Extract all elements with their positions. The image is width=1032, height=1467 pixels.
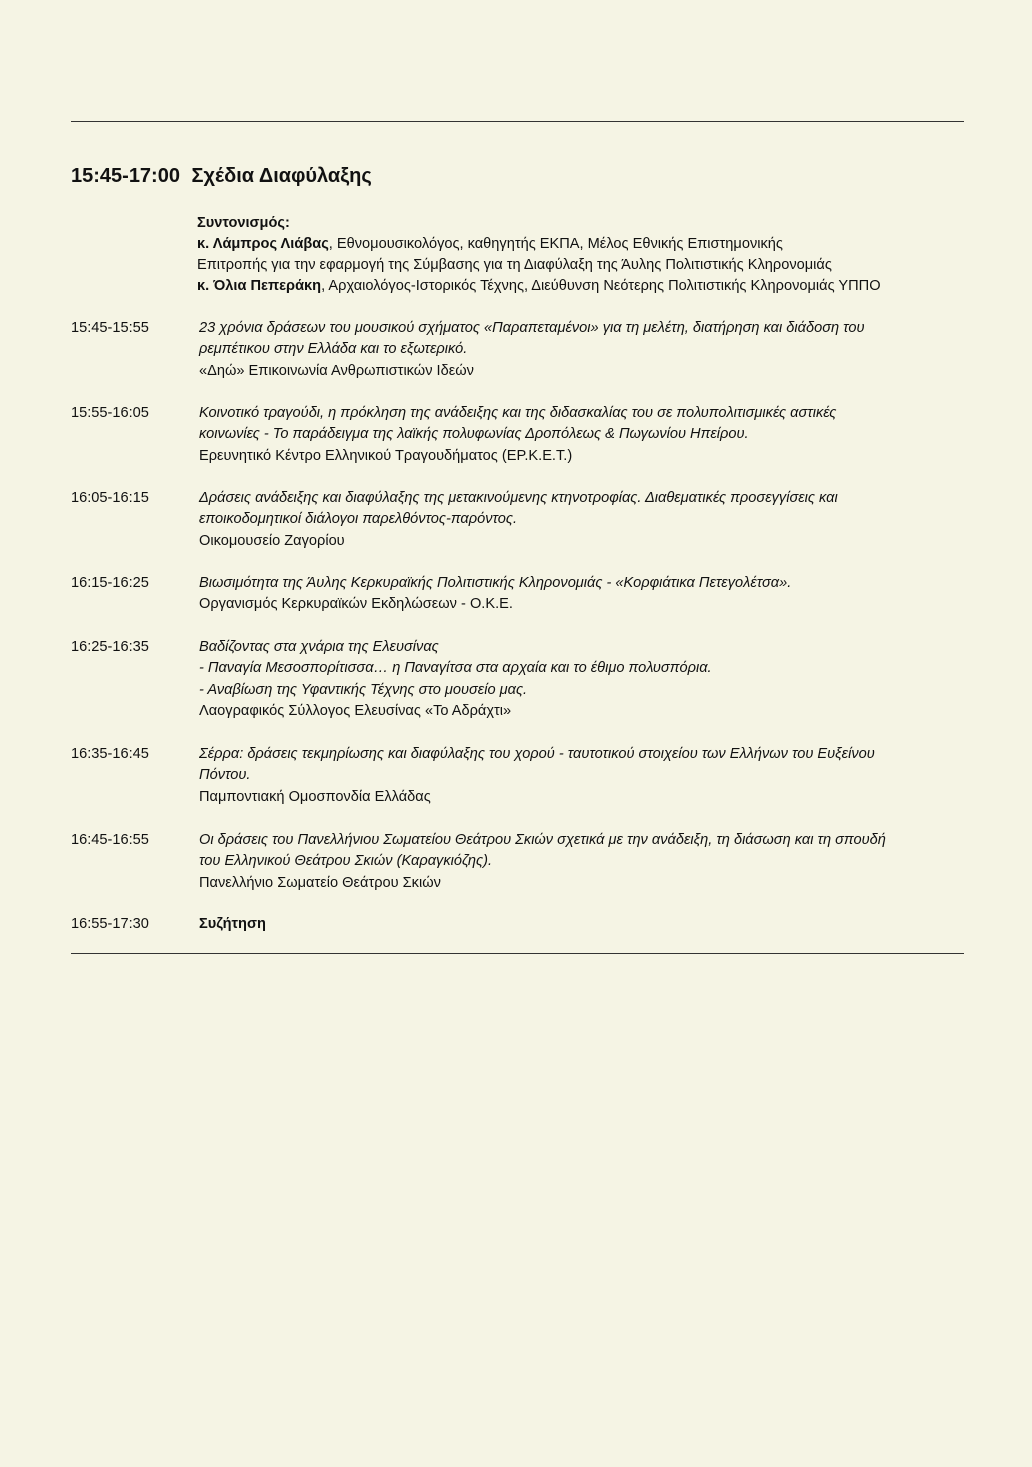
program-title: Βαδίζοντας στα χνάρια της Ελευσίνας - Παναγία Μεσοσπορίτισσα… η Παναγίτσα στα αρχαία και το έθιμο πολυσπόρια. - Αναβίωση της Υφαντικής Τέχνης στο μουσείο μας. xyxy=(199,639,712,698)
coordinator-name-2: κ. Όλια Πεπεράκη xyxy=(197,278,322,294)
discussion-label: Συζήτηση xyxy=(199,916,266,932)
program-organization: Λαογραφικός Σύλλογος Ελευσίνας «Το Αδράχτι» xyxy=(199,702,512,719)
top-divider xyxy=(71,121,964,122)
program-title: Δράσεις ανάδειξης και διαφύλαξης της μετακινούμενης κτηνοτροφίας. Διαθεματικές προσεγγίσεις και εποικοδομητικοί διάλογοι παρελθόντος-παρόντος. xyxy=(199,490,838,528)
program-organization: Παμποντιακή Ομοσπονδία Ελλάδας xyxy=(199,788,431,805)
program-time: 16:15-16:25 xyxy=(71,575,149,591)
program-organization: Οργανισμός Κερκυραϊκών Εκδηλώσεων - Ο.Κ.Ε. xyxy=(199,596,513,613)
bottom-divider xyxy=(71,953,964,954)
program-time: 16:05-16:15 xyxy=(71,490,149,506)
program-time: 16:25-16:35 xyxy=(71,639,149,655)
program-organization: Οικομουσείο Ζαγορίου xyxy=(199,532,345,549)
program-time: 16:35-16:45 xyxy=(71,746,149,762)
program-organization: Ερευνητικό Κέντρο Ελληνικού Τραγουδήματος (ΕΡ.Κ.Ε.Τ.) xyxy=(199,447,573,464)
session-time: 15:45-17:00 xyxy=(71,165,180,187)
program-time: 15:45-15:55 xyxy=(71,320,149,336)
program-title: Σέρρα: δράσεις τεκμηρίωσης και διαφύλαξης του χορού - ταυτοτικού στοιχείου των Ελλήνων του Ευξείνου Πόντου. xyxy=(199,746,875,784)
coordinator-role-2: , Αρχαιολόγος-Ιστορικός Τέχνης, Διεύθυνση Νεότερης Πολιτιστικής Κληρονομιάς ΥΠΠΟ xyxy=(321,278,881,294)
program-title: 23 χρόνια δράσεων του μουσικού σχήματος «Παραπεταμένοι» για τη μελέτη, διατήρηση και διάδοση του ρεμπέτικου στην Ελλάδα και το εξωτερικό. xyxy=(199,320,865,358)
program-title: Κοινοτικό τραγούδι, η πρόκληση της ανάδειξης και της διδασκαλίας του σε πολυπολιτισμικές αστικές κοινωνίες - Το παράδειγμα της λαϊκής πολυφωνίας Δροπόλεως & Πωγωνίου Ηπείρου. xyxy=(199,405,837,443)
program-time: 16:55-17:30 xyxy=(71,916,149,932)
coordinator-name-1: κ. Λάμπρος Λιάβας xyxy=(197,236,329,252)
program-time: 15:55-16:05 xyxy=(71,405,149,421)
program-organization: Πανελλήνιο Σωματείο Θεάτρου Σκιών xyxy=(199,874,441,891)
program-title: Οι δράσεις του Πανελλήνιου Σωματείου Θεάτρου Σκιών σχετικά με την ανάδειξη, τη διάσωση και τη σπουδή του Ελληνικού Θεάτρου Σκιών (Καραγκιόζης). xyxy=(199,832,886,870)
session-title: Σχέδια Διαφύλαξης xyxy=(191,165,372,187)
session-header xyxy=(71,165,372,188)
program-organization: «Δηώ» Επικοινωνία Ανθρωπιστικών Ιδεών xyxy=(199,362,474,379)
coordinator-role-1-cont: Επιτροπής για την εφαρμογή της Σύμβασης για τη Διαφύλαξη της Άυλης Πολιτιστικής Κληρονομιάς xyxy=(197,257,832,273)
coordination-block xyxy=(197,213,881,297)
coordinator-role-1: , Εθνομουσικολόγος, καθηγητής ΕΚΠΑ, Μέλος Εθνικής Επιστημονικής xyxy=(328,236,783,252)
program-time: 16:45-16:55 xyxy=(71,832,149,848)
coordination-label: Συντονισμός: xyxy=(197,215,290,231)
program-title: Βιωσιμότητα της Άυλης Κερκυραϊκής Πολιτιστικής Κληρονομιάς - «Κορφιάτικα Πετεγολέτσα». xyxy=(199,575,792,591)
